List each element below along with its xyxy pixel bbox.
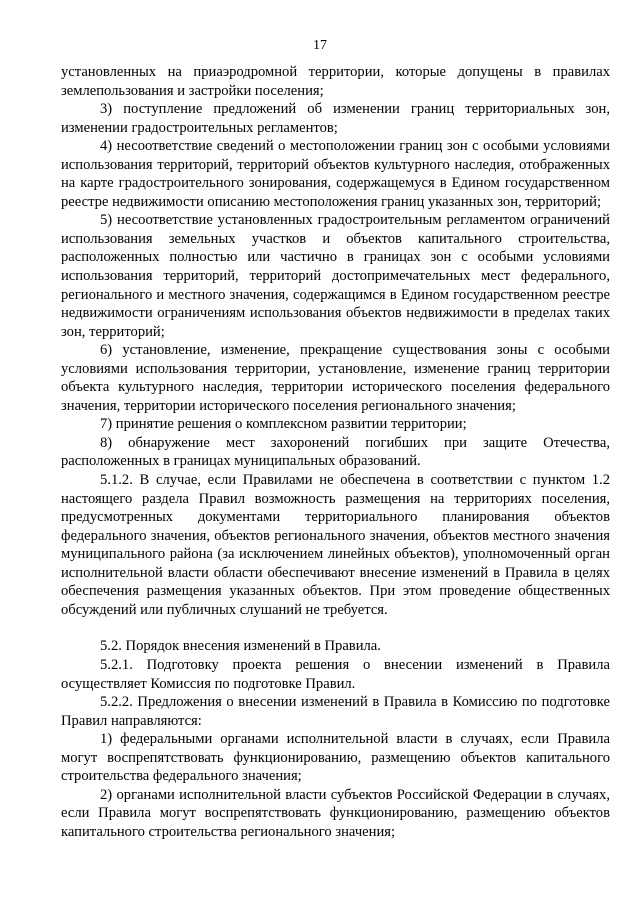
paragraph-continuation: установленных на приаэродромной территории, которые допущены в правилах землепользования и застройки поселения;: [61, 64, 610, 99]
list-item-8: 8) обнаружение мест захоронений погибших при защите Отечества, расположенных в границах муниципальных образований.: [61, 434, 610, 470]
page-number: 17: [313, 38, 327, 53]
list-item-5: 5) несоответствие установленных градостроительным регламентом ограничений использования земельных участков и объектов капитального строительства, расположенных полностью или частично в границах зон с особыми условиями использования территорий, территорий достопримечательных мест федерального, регионального и местного значения, содержащимся в Едином государственном реестре недвижимости ограничениям использования объектов недвижимости в пределах таких зон, территорий;: [61, 212, 610, 340]
list-item-7: 7) принятие решения о комплексном развитии территории;: [100, 416, 467, 433]
section-heading-5-2: 5.2. Порядок внесения изменений в Правила.: [100, 638, 381, 655]
clause-5-2-2-item-1: 1) федеральными органами исполнительной власти в случаях, если Правила могут воспрепятствовать функционированию, размещению объектов капитального строительства федерального значения;: [61, 731, 610, 785]
clause-5-1-2: 5.1.2. В случае, если Правилами не обеспечена в соответствии с пунктом 1.2 настоящего раздела Правил возможность размещения на территориях поселения, предусмотренных документами территориального планирования объектов федерального значения, объектов регионального значения, объектов местного значения муниципального района (за исключением линейных объектов), уполномоченный орган исполнительной власти области обеспечивают внесение изменений в Правила в целях обеспечения размещения указанных объектов. При этом проведение общественных обсуждений или публичных слушаний не требуется.: [61, 472, 610, 618]
list-item-6: 6) установление, изменение, прекращение существования зоны с особыми условиями использования территории, установление, изменение границ территории объекта культурного наследия, территории исторического поселения федерального значения, территории исторического поселения регионального значения;: [61, 342, 610, 414]
list-item-3: 3) поступление предложений об изменении границ территориальных зон, изменении градостроительных регламентов;: [61, 101, 610, 136]
clause-5-2-1: 5.2.1. Подготовку проекта решения о внесении изменений в Правила осуществляет Комиссия по подготовке Правил.: [61, 656, 610, 692]
list-item-4: 4) несоответствие сведений о местоположении границ зон с особыми условиями использования территорий, территорий объектов культурного наследия, отображенных на карте градостроительного зонирования, содержащемуся в Едином государственном реестре недвижимости описанию местоположения границ указанных зон, территорий;: [61, 138, 610, 210]
clause-5-2-2-item-2: 2) органами исполнительной власти субъектов Российской Федерации в случаях, если Правила могут воспрепятствовать функционированию, размещению объектов капитального строительства регионального значения;: [61, 786, 610, 840]
document-body: [61, 63, 610, 841]
clause-5-2-2: 5.2.2. Предложения о внесении изменений в Правила в Комиссию по подготовке Правил направляются:: [61, 694, 610, 729]
